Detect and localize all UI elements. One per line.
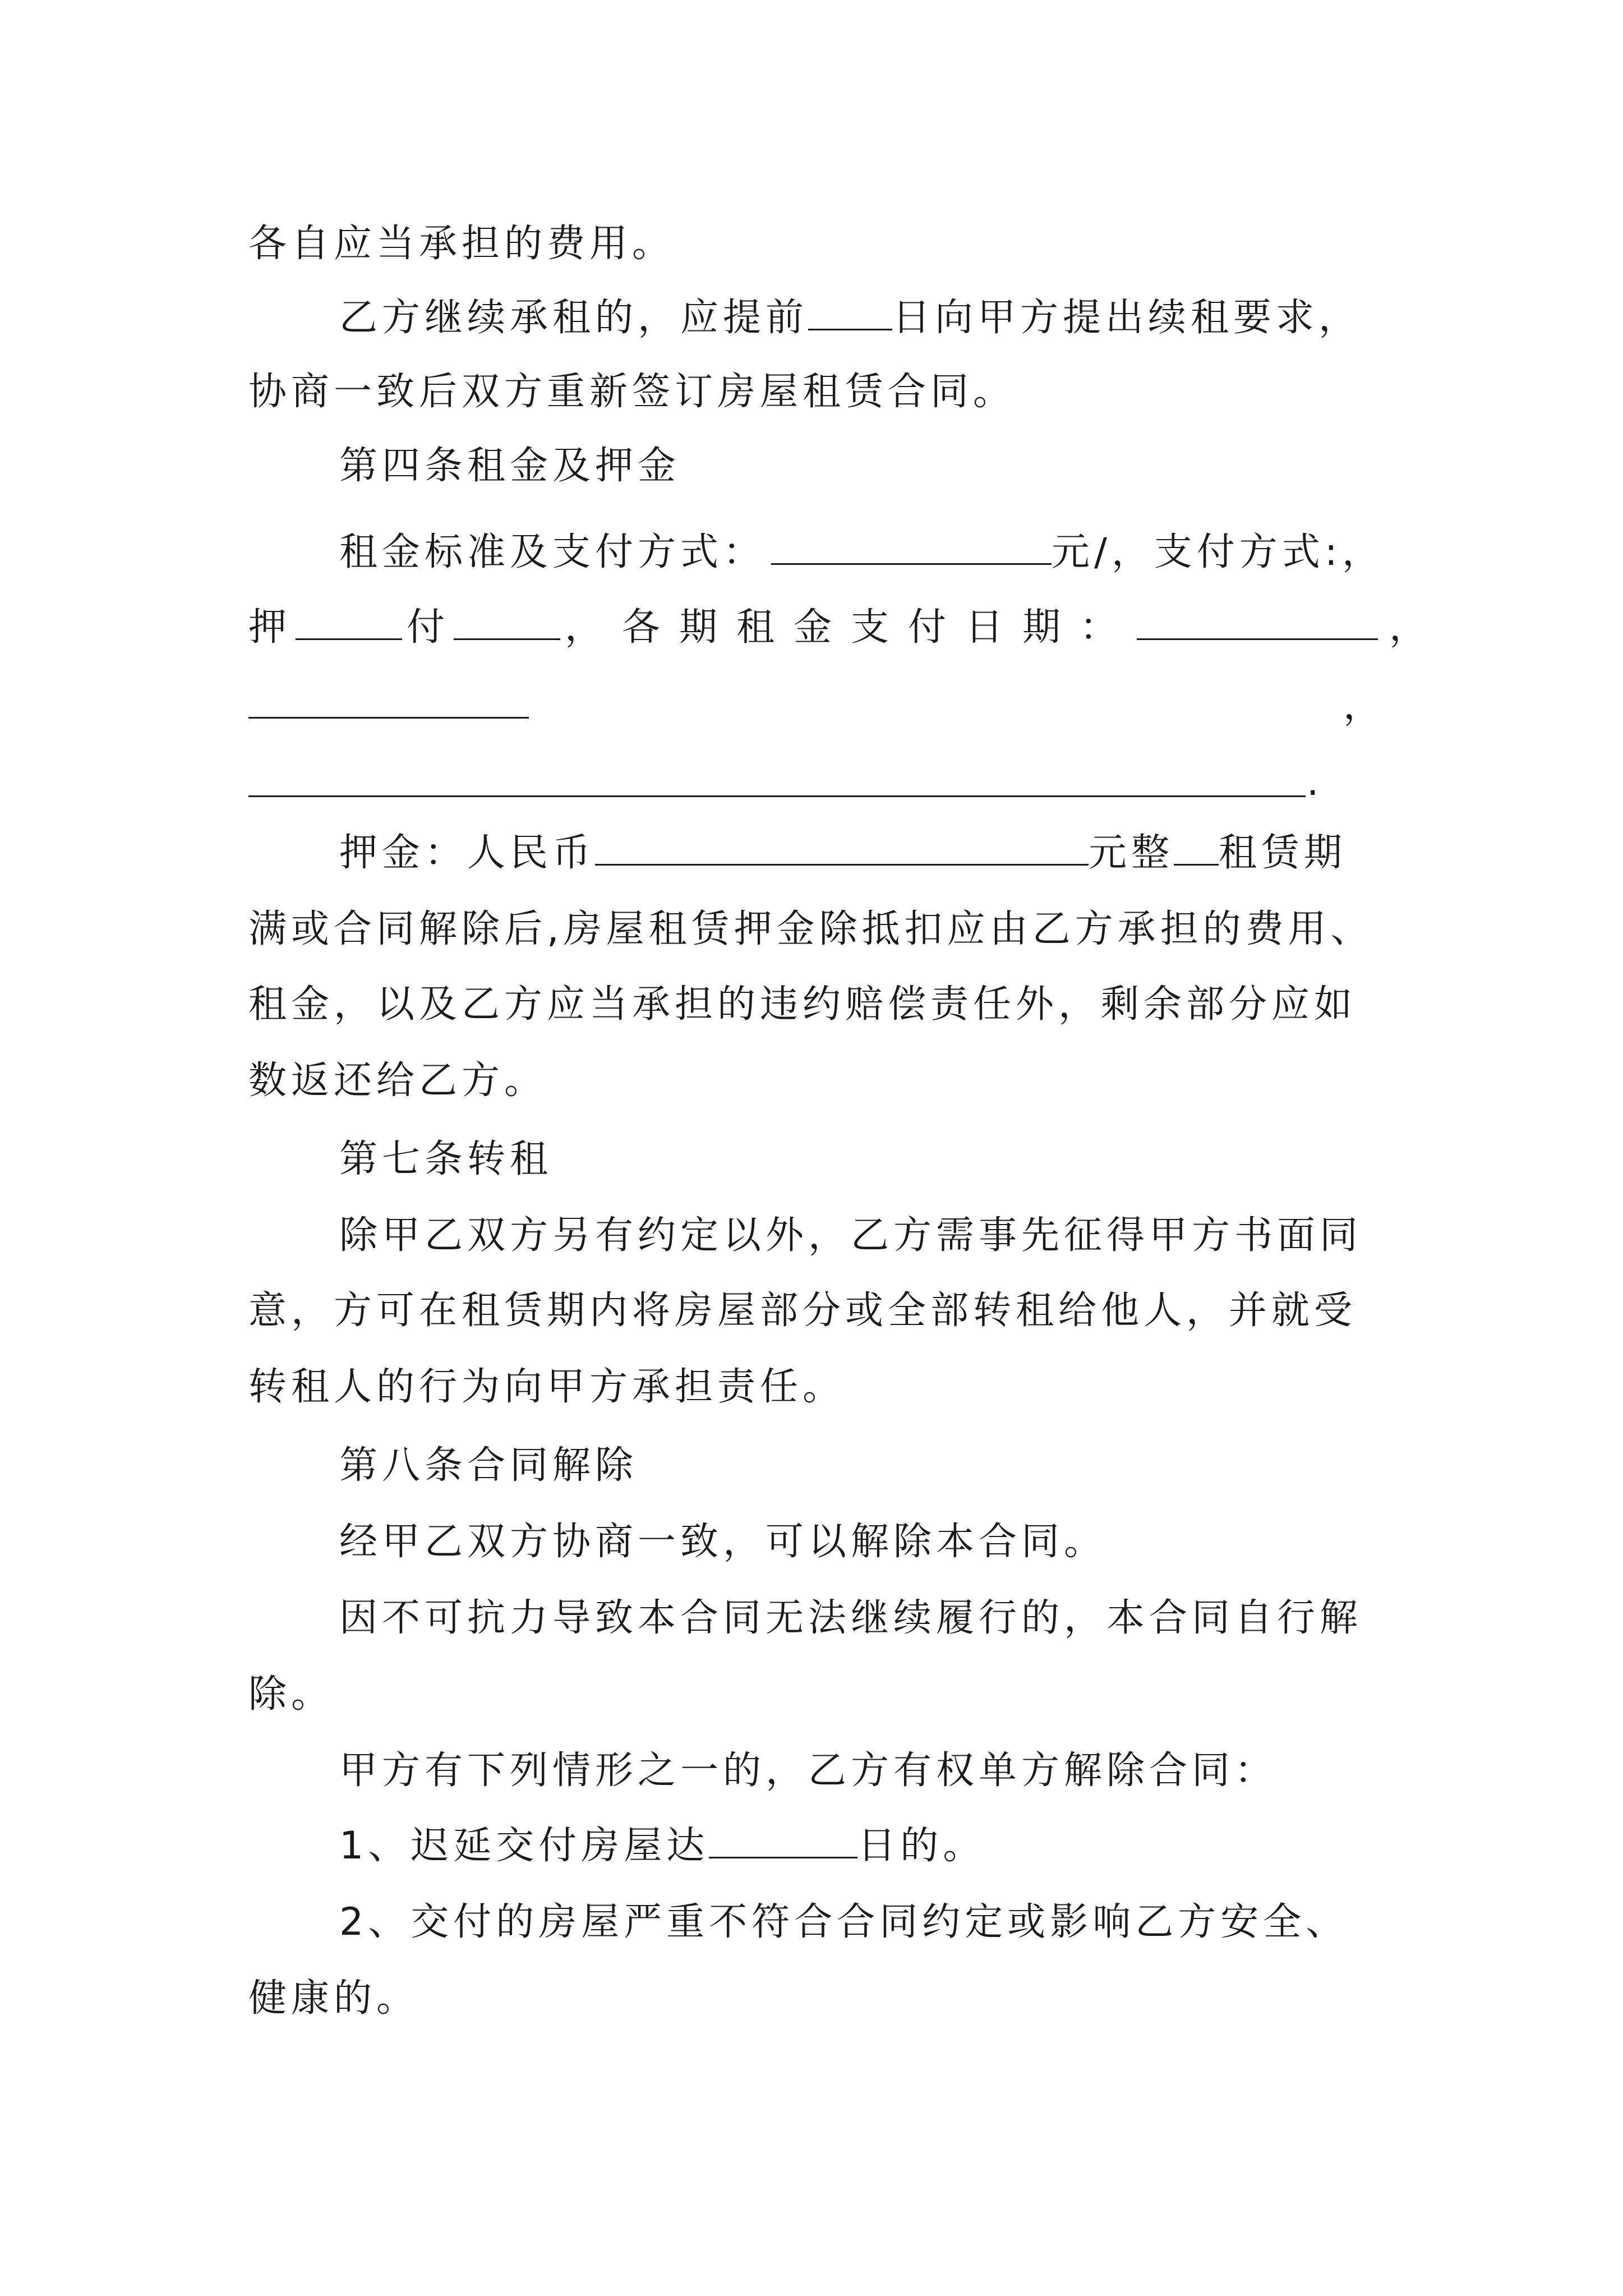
text: ，各期租金支付日期： [565, 605, 1137, 650]
fill-in-blank [248, 795, 1306, 797]
paragraph-line [248, 1056, 547, 1106]
paragraph-line [339, 1746, 1277, 1796]
text: 第七条转租 [339, 1137, 553, 1181]
text: 押金：人民币 [339, 831, 596, 875]
text: 租金，以及乙方应当承担的违约赔偿责任外，剩余部分应如 [248, 982, 1357, 1027]
text: 租赁期 [1219, 831, 1347, 875]
paragraph-line [339, 1211, 1362, 1261]
text: 经甲乙双方协商一致，可以解除本合同。 [339, 1520, 1107, 1564]
text: 元整 [1089, 831, 1174, 875]
text: 甲方有下列情形之一的，乙方有权单方解除合同： [339, 1749, 1278, 1793]
text: 1、迟延交付房屋达 [339, 1824, 709, 1868]
paragraph-line [248, 602, 1432, 653]
text: ， [1389, 605, 1432, 650]
list-item [339, 1821, 985, 1871]
text: 乙方继续承租的，应提前 [339, 296, 809, 340]
list-item [339, 1897, 1348, 1948]
fill-in-blank [595, 831, 1089, 866]
text: 协商一致后双方重新签订房屋租赁合同。 [248, 370, 1016, 414]
text: 日向甲方提出续租要求， [892, 296, 1362, 340]
text: 除。 [248, 1672, 334, 1717]
text: 意，方可在租赁期内将房屋部分或全部转租给他人，并就受 [248, 1289, 1357, 1333]
fill-in-blank [248, 717, 529, 719]
paragraph-line [339, 1593, 1362, 1644]
text: 日的。 [857, 1824, 986, 1868]
text: 第四条租金及押金 [339, 444, 681, 488]
text: 押 [248, 605, 292, 650]
paragraph-line [248, 1973, 419, 2024]
fill-in-blank [1137, 606, 1378, 640]
paragraph-line [248, 979, 1357, 1030]
paragraph-line [248, 1286, 1357, 1336]
text: 第八条合同解除 [339, 1443, 638, 1488]
fill-in-blank [296, 606, 402, 640]
text: ， [1343, 684, 1382, 728]
text: 满或合同解除后,房屋租赁押金除抵扣应由乙方承担的费用、 [248, 907, 1373, 951]
fill-in-blank [454, 606, 560, 640]
text: 健康的。 [248, 1976, 419, 2021]
text: 元/，支付方式:， [1052, 530, 1385, 574]
text: 除甲乙双方另有约定以外，乙方需事先征得甲方书面同 [339, 1213, 1363, 1258]
text: 因不可抗力导致本合同无法继续履行的，本合同自行解 [339, 1596, 1363, 1640]
paragraph-line [339, 828, 1347, 878]
text: 2、交付的房屋严重不符合合同约定或影响乙方安全、 [339, 1900, 1349, 1944]
section-heading [339, 441, 680, 491]
section-heading [339, 1441, 638, 1491]
paragraph-line [248, 367, 1016, 417]
fill-in-blank [808, 296, 892, 330]
text: 租金标准及支付方式： [339, 530, 766, 574]
section-heading [339, 1134, 552, 1185]
paragraph-line [248, 904, 1373, 955]
text: 数返还给乙方。 [248, 1059, 547, 1103]
text: 付 [407, 605, 450, 650]
fill-in-blank [709, 1824, 857, 1858]
text: . [1307, 760, 1319, 804]
paragraph-line [248, 219, 675, 269]
text: 各自应当承担的费用。 [248, 222, 675, 266]
paragraph-line [248, 1669, 334, 1720]
paragraph-line [339, 1517, 1106, 1567]
paragraph-line [248, 1362, 845, 1412]
fill-in-blank [1174, 831, 1219, 866]
text: 转租人的行为向甲方承担责任。 [248, 1365, 846, 1409]
paragraph-line [339, 527, 1385, 578]
fill-in-blank [771, 531, 1052, 565]
paragraph-line [339, 293, 1361, 343]
